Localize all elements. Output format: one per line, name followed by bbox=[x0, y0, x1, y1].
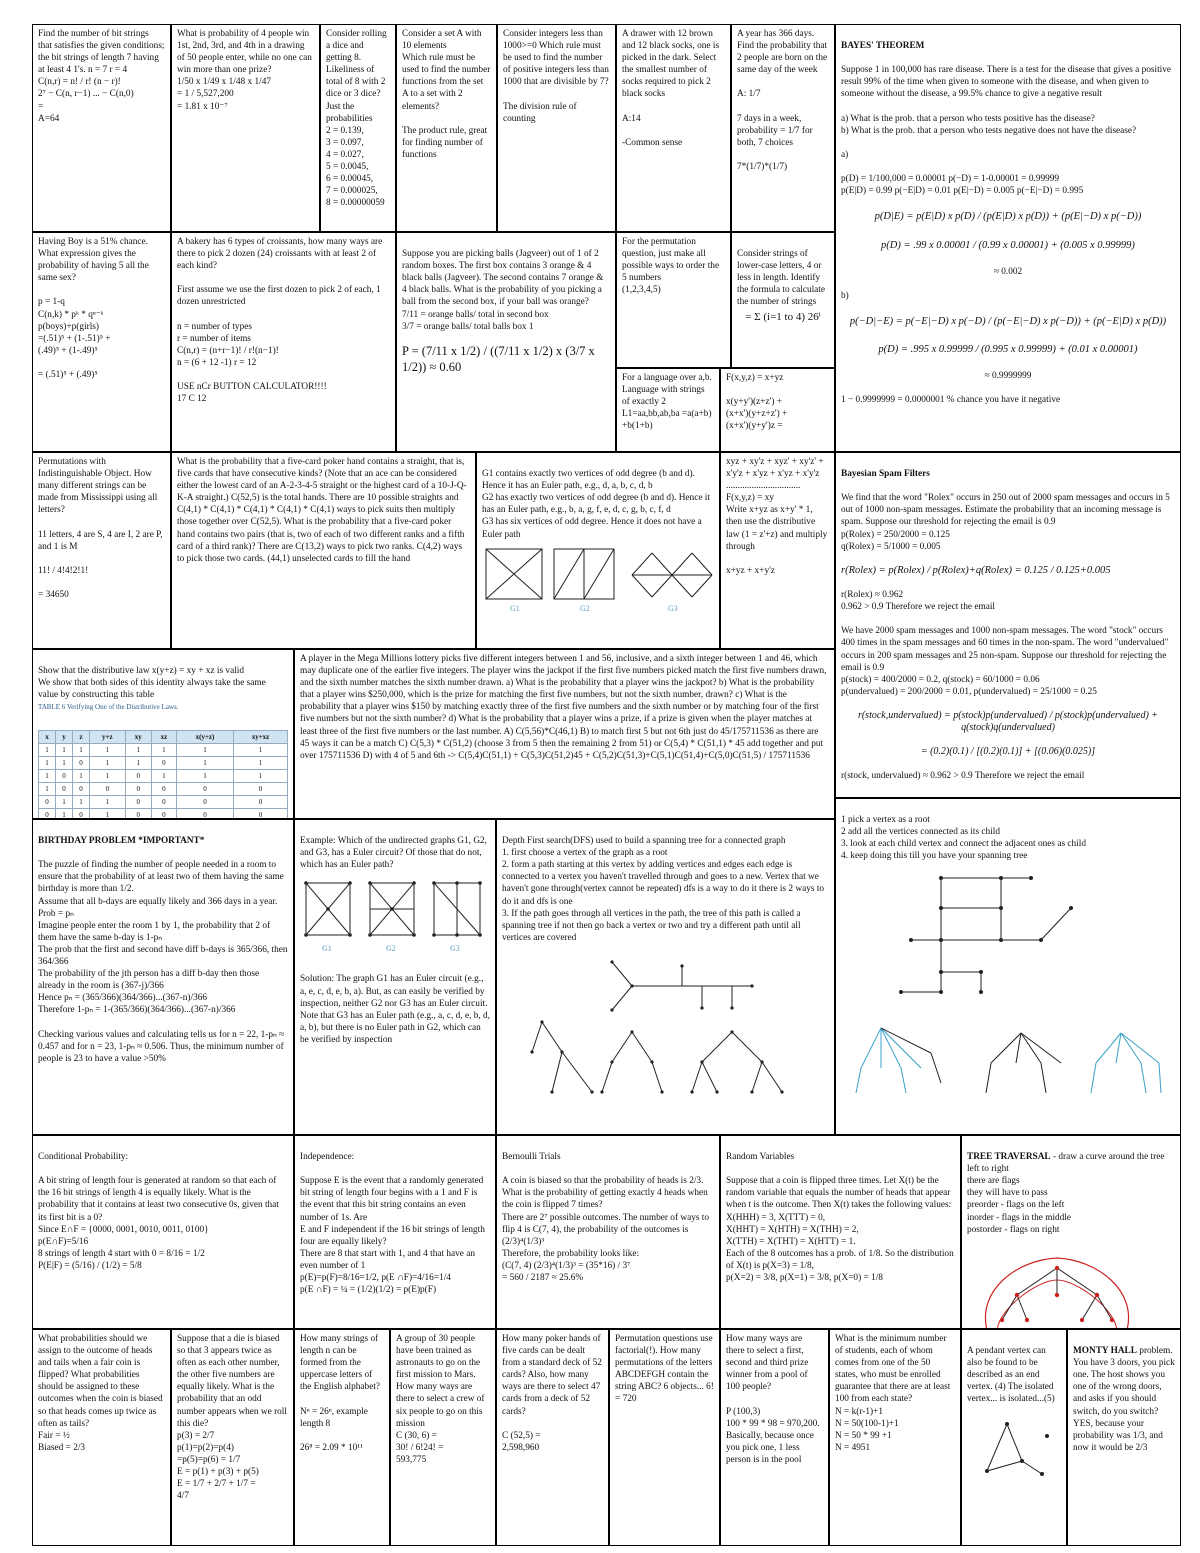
table-cell: 0 bbox=[125, 796, 151, 809]
table-cell: 0 bbox=[177, 782, 234, 795]
spam-title: Bayesian Spam Filters bbox=[841, 469, 930, 480]
bayes-part-b: b) bbox=[841, 290, 849, 301]
spam-problem: We find that the word "Rolex" occurs in 250 out of 2000 spam messages and occurs in 5 out of 1000 non-spam messages. Estimate the probability that an incoming message is spam. Suppose our threshold for rejecting the email is 0.9 p(Rolex) = 250/2000 = 0.125 q(Rolex) = 5/1000 = 0.005 bbox=[841, 493, 1170, 552]
cell-poker-straight: What is the probability that a five-card poker hand contains a straight, that is, five cards that have consecutive kinds? (Note that an ace can be considered either the lowest card of an A-2-3-4-5 straight or the highest card of a 10-J-Q-K-A straight.) C(52,5) is the total hands. There are 10 possible straights and C(4,1) * C(4,1) * C(4,1) * C(4,1) * C(4,1) ways to pick suits then multiply those together over C(52,5). What is the probability that a five-card poker hand contains two pairs (that is, two of each of two different ranks and a fifth card of a third rank)? There are C(13,2) ways to pick two ranks. C(4,2) ways to pick those two cards. (44,1) unselected cards to fill the hand bbox=[171, 452, 476, 649]
spam-formula-1: r(Rolex) = p(Rolex) / p(Rolex)+q(Rolex) = 0.125 / 0.125+0.005 bbox=[841, 564, 1111, 576]
table-header-cell: xy+xz bbox=[233, 730, 287, 743]
spam-formula-3: = (0.2)(0.1) / [(0.2)(0.1)] + [(0.06)(0.025)] bbox=[920, 746, 1096, 758]
cell-conditional-probability: Conditional Probability: A bit string of length four is generated at random so that each of the 16 bit strings of length 4 is equally likely. What is the probability that it contains at least two consecutive 0s, given that its first bit is a 0? Since E∩F = {0000, 0001, 0010, 0011, 0100} p(E∩F)=5/16 8 strings of length 4 start with 0 = 8/16 = 1/2 P(E|F) = (5/16) / (1/2) = 5/8 bbox=[32, 1135, 294, 1329]
table-header-cell: xz bbox=[151, 730, 176, 743]
dfs-tree-figure bbox=[502, 952, 822, 1102]
cell-boolean-f: F(x,y,z) = x+yz x(y+y')(z+z') + (x+x')(y+z+z') + (x+x')(y+y')z = bbox=[720, 368, 835, 452]
table-cell: 0 bbox=[39, 796, 56, 809]
cell-bit-strings: Find the number of bit strings that satisfies the given conditions; the bit strings of length 7 having at least 4 1's. n = 7 r = 4 C(n,r) = n! / r! (n − r)! 2⁷ − C(n, r−1) ... − C(n,0) = A=64 bbox=[32, 24, 171, 232]
table-cell: 0 bbox=[73, 809, 90, 819]
cell-bakery-croissants: A bakery has 6 types of croissants, how many ways are there to pick 2 dozen (24) croissants with at least 2 of each kind? First assume we use the first dozen to pick 2 of each, 1 dozen unrestricted n = number of types r = number of items C(n,r) = (n+r−1)! / r!(n−1)! n = (6 + 12 -1) r = 12 USE nCr BUTTON CALCULATOR!!!! 17 C 12 bbox=[171, 232, 396, 452]
table-cell: 1 bbox=[56, 743, 73, 756]
table-cell: 0 bbox=[90, 782, 126, 795]
table-cell: 0 bbox=[125, 809, 151, 819]
tree-traversal-title: TREE TRAVERSAL bbox=[967, 1152, 1051, 1163]
table-cell: 1 bbox=[177, 769, 234, 782]
table-cell: 1 bbox=[56, 809, 73, 819]
cell-prize-probability: What is probability of 4 people win 1st, 2nd, 3rd, and 4th in a drawing of 50 people enter, while no one can win more than one prize? 1/50 x 1/49 x 1/48 x 1/47 = 1 / 5,527,200 = 1.81 x 10⁻⁷ bbox=[171, 24, 320, 232]
cell-language-ab: For a language over a,b. Language with strings of exactly 2 L1=aa,bb,ab,ba =a(a+b) +b(1+b) bbox=[616, 368, 720, 452]
cell-dice-eight: Consider rolling a dice and getting 8. Likeliness of total of 8 with 2 dice or 3 dice? Just the probabilities 2 = 0.139, 3 = 0.097, 4 = 0.027, 5 = 0.0045, 6 = 0.00045, 7 = 0.000025, 8 = 0.00000059 bbox=[320, 24, 396, 232]
cell-birthday-problem: BIRTHDAY PROBLEM *IMPORTANT* The puzzle of finding the number of people needed in a room to ensure that the probability of at least two of them having the same birthday is more than 1/2. Assume that all b-days are equally likely and 366 days in a year. Prob = pₙ Imagine people enter the room 1 by 1, the probability that 2 of them have the same b-day is 1-pₙ The prob that the first and second have diff b-days is 365/366, then 364/366 The probability of the jth person has a diff b-day then those already in the room is (367-j)/366 Hence pₙ = (365/366)(364/366)...(367-n)/366 Therefore 1-pₙ = 1-(365/366)(364/366)...(367-n)/366 Checking various values and calculating tells us for n = 22, 1-pₙ ≈ 0.457 and for n = 23, 1-pₙ ≈ 0.506. Thus, the minimum number of people is 23 to have a value >50% bbox=[32, 819, 294, 1135]
table-header-cell: z bbox=[73, 730, 90, 743]
spam-formula-2: r(stock,undervalued) = p(stock)p(undervalued) / p(stock)p(undervalued) + q(stock)q(undervalued) bbox=[857, 709, 1159, 734]
spam-body: r(Rolex) ≈ 0.962 0.962 > 0.9 Therefore we reject the email We have 2000 spam messages and 1000 non-spam messages. The word "stock" occurs 400 times in the spam messages and 60 times in the non-spam. The word "undervalued" occurs in 200 spam messages and 25 non-spam. Suppose our threshold for rejecting the email is 0.9 p(stock) = 400/2000 = 0.2, q(stock) = 60/1000 = 0.06 p(undervalued) = 200/2000 = 0.01, p(undervalued) = 25/1000 = 0.25 bbox=[841, 590, 1169, 697]
graph-label-g1: G1 bbox=[510, 603, 520, 613]
table-header-row bbox=[39, 730, 288, 743]
table-row bbox=[39, 809, 288, 819]
table-cell: 0 bbox=[125, 782, 151, 795]
graph-label-g3: G3 bbox=[668, 603, 678, 613]
table-cell: 0 bbox=[39, 809, 56, 819]
cell-euler-paths: G1 contains exactly two vertices of odd degree (b and d). Hence it has an Euler path, e.g., d, a, b, c, d, b G2 has exactly two vertices of odd degree (b and d). Hence it has an Euler path, e.g., b, a, g, f, e, d, c, g, b, c, f, d G3 has six vertices of odd degree. Hence it does not have a Euler path G1 G2 G3 bbox=[476, 452, 720, 649]
table-cell: 0 bbox=[125, 769, 151, 782]
table-cell: 1 bbox=[125, 756, 151, 769]
euler-graphs-figure bbox=[482, 545, 714, 613]
table-cell: 1 bbox=[73, 743, 90, 756]
table-cell: 1 bbox=[177, 743, 234, 756]
bayes-formula-4: p(D) = .995 x 0.99999 / (0.995 x 0.99999) + (0.01 x 0.00001) bbox=[878, 344, 1138, 356]
table-cell: 0 bbox=[56, 782, 73, 795]
bayes-formula-3: p(−D|−E) = p(−E|−D) x p(−D) / (p(−E|−D) x p(−D)) + (p(−E|D) x p(D)) bbox=[849, 315, 1167, 327]
cell-division-rule: Consider integers less than 1000>=0 Which rule must be used to find the number of positive integers less than 1000 that are divisible by 7? The division rule of counting bbox=[497, 24, 616, 232]
cell-euler-circuit-example: Example: Which of the undirected graphs G1, G2, and G3, has a Euler circuit? Of those that do not, which has an Euler path? G1 G2 G3 Solution: The graph G1 has an Euler circuit (e.g., a, e, c, d, e, b, a). But, as can easily be verified by inspection, neither G2 nor G3 has an Euler circuit. Note that G3 has an Euler path (e.g., a, c, d, e, b, d, a, b), but there is no Euler path in G2, which can be verified by inspection bbox=[294, 819, 496, 1135]
cell-having-boy: Having Boy is a 51% chance. What expression gives the probability of having 5 all the same sex? p = 1-q C(n,k) * pᵏ * qⁿ⁻ᵏ p(boys)+p(girls) =(.51)⁵ + (1-.51)⁵ + (.49)⁵ + (1-.49)⁵ = (.51)⁵ + (.49)⁵ bbox=[32, 232, 171, 452]
bayes-formula-2: p(D) = .99 x 0.00001 / (0.99 x 0.00001) + (0.005 x 0.99999) bbox=[881, 239, 1135, 251]
table-cell: 0 bbox=[151, 756, 176, 769]
table-cell: 1 bbox=[39, 782, 56, 795]
spam-conclusion: r(stock, undervalued) ≈ 0.962 > 0.9 Therefore we reject the email bbox=[841, 771, 1085, 782]
strings-sum-formula: = Σ (i=1 to 4) 26ⁱ bbox=[745, 310, 821, 323]
table-cell: 1 bbox=[90, 796, 126, 809]
example-label-g2: G2 bbox=[386, 944, 396, 954]
euler-circuit-figure bbox=[300, 877, 488, 957]
pendant-vertex-figure bbox=[967, 1416, 1057, 1486]
table-cell: 0 bbox=[73, 756, 90, 769]
table-cell: 1 bbox=[90, 769, 126, 782]
cell-pendant-vertex: A pendant vertex can also be found to be described as an end vertex. (4) The isolated vertex... is isolated...(5) bbox=[961, 1329, 1067, 1546]
bayes-formula-1: p(D|E) = p(E|D) x p(D) / (p(E|D) x p(D)) + (p(E|−D) x p(−D)) bbox=[874, 211, 1142, 223]
table-cell: 0 bbox=[233, 809, 287, 819]
table-cell: 1 bbox=[73, 796, 90, 809]
cell-tree-traversal: TREE TRAVERSAL - draw a curve around the tree left to right there are flags they will have to pass preorder - flags on the left inorder - flags in the middle postorder - flags on right bbox=[961, 1135, 1181, 1329]
cell-picking-balls: Suppose you are picking balls (Jagveer) out of 1 of 2 random boxes. The first box contains 3 orange & 4 black balls (Jagveer). The second contains 7 orange & 4 black balls. What is the probability of you picking a ball from the second box, if your ball was orange? 7/11 = orange balls/ total in second box 3/7 = orange balls/ total balls box 1 P = (7/11 x 1/2) / ((7/11 x 1/2) x (3/7 x 1/2)) ≈ 0.60 bbox=[396, 232, 616, 452]
table-header-cell: x bbox=[39, 730, 56, 743]
table-cell: 0 bbox=[73, 782, 90, 795]
independence-title: Independence: bbox=[300, 1152, 355, 1163]
cell-dfs-spanning: Depth First search(DFS) used to build a spanning tree for a connected graph 1. first choose a vertex of the graph as a root 2. form a path starting at this vertex by adding vertices and edges each edge is connected to a vertex you haven't travelled through and goes to a new. Vertex that we haven't gone through(vertex cannot be repeated) dfs is a way to do it there is 2 ways to do it and dfs is one 3. If the path goes through all vertices in the path, the tree of this path is called a spanning tree if not then go back a vertex or two and try a different path until all vertices are covered bbox=[496, 819, 835, 1135]
cell-astronauts: A group of 30 people have been trained as astronauts to go on the first mission to Mars. How many ways are there to select a crew of six people to go on this mission C (30, 6) = 30! / 6!24! = 593,775 bbox=[390, 1329, 496, 1546]
monty-hall-title: MONTY HALL bbox=[1073, 1346, 1137, 1357]
example-label-g3: G3 bbox=[450, 944, 460, 954]
cell-bfs-steps: 1 pick a vertex as a root 2 add all the vertices connected as its child 3. look at each child vertex and connect the adjacent ones as child 4. keep doing this till you have your spanning tree bbox=[835, 798, 1181, 1135]
cell-mega-millions: A player in the Mega Millions lottery picks five different integers between 1 and 56, inclusive, and a sixth integer between 1 and 46, which may duplicate one of the earlier five integers. The player wins the jackpot if the first five numbers picked match the first five numbers drawn, and the sixth number matches the sixth number drawn. a) What is the probability that a player wins the jackpot? b) What is the probability that a player wins $250,000, which is the prize for matching the first five numbers, but not the sixth number, drawn? c) What is the probability that a player wins $150 by matching exactly three of the first five numbers and the sixth number or by matching four of the first five numbers but not the sixth number? d) What is the probability that a player wins a prize, if a prize is given when the player matches at least three of the first five numbers or the last number. A) C(5,56)*C(46,1) B) to match first 5 but not 6th just do 45/175711536 as there are 45 ways it can be a match C) C(5,3) * C(51,2) (choose 3 from 5 then the remaining 2 from 51) or C(5,4) * C(51,1) * 45 add together and put over 175711536 D) with 4 of 5 and 6th -> C(5,4)C(51,1) + C(5,3)C(51,2)45 + C(5,2)C(51,3)+C(5,1)C(51,4)+C(5,0)C(51,5) / 175711536 bbox=[294, 649, 835, 819]
cell-permutation-order: For the permutation question, just make all possible ways to order the 5 numbers (1,2,3,4,5) bbox=[616, 232, 731, 368]
cell-permutations-abc: Permutation questions use factorial(!). How many permutations of the letters ABCDEFGH contain the string ABC? 6 objects... 6! = 720 bbox=[609, 1329, 720, 1546]
cell-boolean-simplify: xyz + xy'z + xyz' + xy'z' + x'y'z + x'yz + x'yz + x'y'z ................................ F(x,y,z) = xy Write x+yz as x+y' * 1, then use the distributive law (1 = z'+z) and multiply through x+yz + x+y'z bbox=[720, 452, 835, 649]
birthday-title: BIRTHDAY PROBLEM *IMPORTANT* bbox=[38, 836, 205, 847]
cell-poker-hands: How many poker hands of five cards can be dealt from a standard deck of 52 cards? Also, how many ways are there to select 47 cards from a deck of 52 cards? C (52,5) = 2,598,960 bbox=[496, 1329, 609, 1546]
cheat-sheet bbox=[32, 24, 1181, 1546]
table-cell: 1 bbox=[125, 743, 151, 756]
table-row bbox=[39, 769, 288, 782]
table-cell: 1 bbox=[233, 756, 287, 769]
table-cell: 1 bbox=[39, 756, 56, 769]
table-row bbox=[39, 743, 288, 756]
bayes-result-2: ≈ 0.9999999 bbox=[984, 371, 1032, 382]
table-cell: 1 bbox=[90, 809, 126, 819]
table-cell: 1 bbox=[233, 743, 287, 756]
bernoulli-title: Bernoulli Trials bbox=[502, 1152, 561, 1163]
table-row bbox=[39, 782, 288, 795]
table-cell: 0 bbox=[56, 769, 73, 782]
table-row bbox=[39, 796, 288, 809]
cell-product-rule: Consider a set A with 10 elements Which rule must be used to find the number functions from the set A to a set with 2 elements? The product rule, great for finding number of functions bbox=[396, 24, 497, 232]
table-cell: 1 bbox=[151, 769, 176, 782]
cell-monty-hall: MONTY HALL problem. You have 3 doors, you pick one. The host shows you one of the wrong doors, and asks if you should switch, do you switch? YES, because your probability was 1/3, and now it would be 2/3 bbox=[1067, 1329, 1181, 1546]
table-cell: 1 bbox=[90, 756, 126, 769]
distributive-table bbox=[38, 730, 288, 819]
table-header-cell: x(y+z) bbox=[177, 730, 234, 743]
bayes-title: BAYES' THEOREM bbox=[841, 41, 925, 52]
table-cell: 0 bbox=[233, 796, 287, 809]
cell-birth-week: A year has 366 days. Find the probability that 2 people are born on the same day of the week A: 1/7 7 days in a week, probability = 1/7 for both, 7 choices 7*(1/7)*(1/7) bbox=[731, 24, 835, 232]
cell-bayes-theorem bbox=[835, 24, 1181, 452]
cell-random-variables: Random Variables Suppose that a coin is flipped three times. Let X(t) be the random variable that equals the number of heads that appear when t is the outcome. Then X(t) takes the following values: X(HHH) = 3, X(TTT) = 0, X(HHT) = X(HTH) = X(THH) = 2, X(TTH) = X(THT) = X(HTT) = 1. Each of the 8 outcomes has a prob. of 1/8. So the distribution of X(t) is p(X=3) = 1/8, p(X=2) = 3/8, p(X=1) = 3/8, p(X=0) = 1/8 bbox=[720, 1135, 961, 1329]
cell-distributive-law: Show that the distributive law x(y+z) = xy + xz is valid We show that both sides of this identity always take the same value by constructing this table TABLE 6 Verifying One of the Distributive Laws. x y z y+z xy xz x(y+z) xy+xz 1 1 1 1 1 1 1 1 1 1 0 1 1 0 1 1 1 0 1 1 0 1 1 1 1 0 0 0 0 0 0 0 0 1 1 1 0 0 0 0 0 1 0 1 0 0 0 0 bbox=[32, 649, 294, 819]
conditional-title: Conditional Probability: bbox=[38, 1152, 129, 1163]
random-variables-title: Random Variables bbox=[726, 1152, 795, 1163]
cell-pigeonhole-students: What is the minimum number of students, each of whom comes from one of the 50 states, who must be enrolled guarantee that there are at least 100 from each state? N = k(r-1)+1 N = 50(100-1)+1 N = 50 * 99 +1 N = 4951 bbox=[829, 1329, 961, 1546]
tree-traversal-figure bbox=[977, 1250, 1137, 1329]
table-cell: 0 bbox=[151, 782, 176, 795]
table-cell: 1 bbox=[90, 743, 126, 756]
table-cell: 1 bbox=[73, 769, 90, 782]
cell-bernoulli-trials: Bernoulli Trials A coin is biased so that the probability of heads is 2/3. What is the probability of getting exactly 4 heads when the coin is flipped 7 times? There are 2⁷ possible outcomes. The number of ways to flip 4 is C(7, 4), the probability of the outcomes is (2/3)⁴(1/3)³ Therefore, the probability looks like: (C(7, 4) (2/3)⁴(1/3)³ = (35*16) / 3⁷ = 560 / 2187 ≈ 25.6% bbox=[496, 1135, 720, 1329]
table-cell: 1 bbox=[39, 769, 56, 782]
table-cell: 0 bbox=[177, 809, 234, 819]
bayes-conclusion: 1 − 0.9999999 = 0.0000001 % chance you have it negative bbox=[841, 395, 1061, 406]
bayes-result-1: ≈ 0.002 bbox=[993, 266, 1023, 277]
table-cell: 0 bbox=[177, 796, 234, 809]
table-cell: 0 bbox=[151, 796, 176, 809]
example-label-g1: G1 bbox=[322, 944, 332, 954]
cell-independence: Independence: Suppose E is the event that a randomly generated bit string of length four begins with a 1 and F is the event that this bit string contains an even number of 1s. Are E and F independent if the 16 bit strings of length four are equally likely? There are 8 that start with 1, and 4 that have an even number of 1 p(E)=p(F)=8/16=1/2, p(E ∩F)=4/16=1/4 p(E ∩F) = ¼ = (1/2)(1/2) = p(E)p(F) bbox=[294, 1135, 496, 1329]
table-cell: 0 bbox=[233, 782, 287, 795]
table-row bbox=[39, 756, 288, 769]
cell-biased-die: Suppose that a die is biased so that 3 appears twice as often as each other number, the other five numbers are equally likely. What is the probability that an odd number appears when we roll this die? p(3) = 2/7 p(1)=p(2)=p(4) =p(5)=p(6) = 1/7 E = p(1) + p(3) + p(5) E = 1/7 + 2/7 + 1/7 = 4/7 bbox=[171, 1329, 294, 1546]
graph-label-g2: G2 bbox=[580, 603, 590, 613]
cell-coin-probabilities: What probabilities should we assign to the outcome of heads and tails when a fair coin is flipped? What probabilities should be assigned to these outcomes when the coin is biased so that heads comes up twice as often as tails? Fair = ½ Biased = 2/3 bbox=[32, 1329, 171, 1546]
table-cell: 1 bbox=[177, 756, 234, 769]
table-cell: 1 bbox=[56, 796, 73, 809]
table-cell: 1 bbox=[56, 756, 73, 769]
table-cell: 1 bbox=[233, 769, 287, 782]
bayes-problem: Suppose 1 in 100,000 has rare disease. There is a test for the disease that gives a positive result 99% of the time when given to someone with the disease, and when given to someone without the disease, a 99.5% chance to give a negative result a) What is the prob. that a person who tests positive has the disease? b) What is the prob. that a person who tests negative does not have the disease? a) p(D) = 1/100,000 = 0.00001 p(−D) = 1-0.00001 = 0.99999 p(E|D) = 0.99 p(−E|D) = 0.01 p(E|−D) = 0.005 p(−E|−D) = 0.995 bbox=[841, 65, 1172, 197]
cell-mississippi: Permutations with Indistinguishable Object. How many different strings can be made from Mississippi using all letters? 11 letters, 4 are S, 4 are I, 2 are P, and 1 is M 11! / 4!4!2!1! = 34650 bbox=[32, 452, 171, 649]
table-cell: 1 bbox=[151, 743, 176, 756]
cell-socks: A drawer with 12 brown and 12 black socks, one is picked in the dark. Select the smallest number of socks required to pick 2 black socks A:14 -Common sense bbox=[616, 24, 731, 232]
table-header-cell: y bbox=[56, 730, 73, 743]
table-header-cell: xy bbox=[125, 730, 151, 743]
bfs-graph-figure bbox=[841, 868, 1171, 1118]
cell-bayesian-spam bbox=[835, 452, 1181, 798]
cell-lowercase-strings: Consider strings of lower-case letters, 4 or less in length. Identify the formula to calculate the number of strings = Σ (i=1 to 4) 26ⁱ bbox=[731, 232, 835, 368]
cell-prize-winners: How many ways are there to select a first, second and third prize winner from a pool of 100 people? P (100,3) 100 * 99 * 98 = 970,200. Basically, because once you pick one, 1 less person is in the pool bbox=[720, 1329, 829, 1546]
table-cell: 0 bbox=[151, 809, 176, 819]
distributive-table-caption: TABLE 6 Verifying One of the Distributive Laws. bbox=[38, 703, 179, 712]
balls-formula: P = (7/11 x 1/2) / ((7/11 x 1/2) x (3/7 x 1/2)) ≈ 0.60 bbox=[402, 343, 595, 374]
table-header-cell: y+z bbox=[90, 730, 126, 743]
cell-uppercase-strings: How many strings of length n can be formed from the uppercase letters of the English alphabet? Nⁿ = 26ⁿ, example length 8 26⁸ = 2.09 * 10¹¹ bbox=[294, 1329, 390, 1546]
table-cell: 1 bbox=[39, 743, 56, 756]
